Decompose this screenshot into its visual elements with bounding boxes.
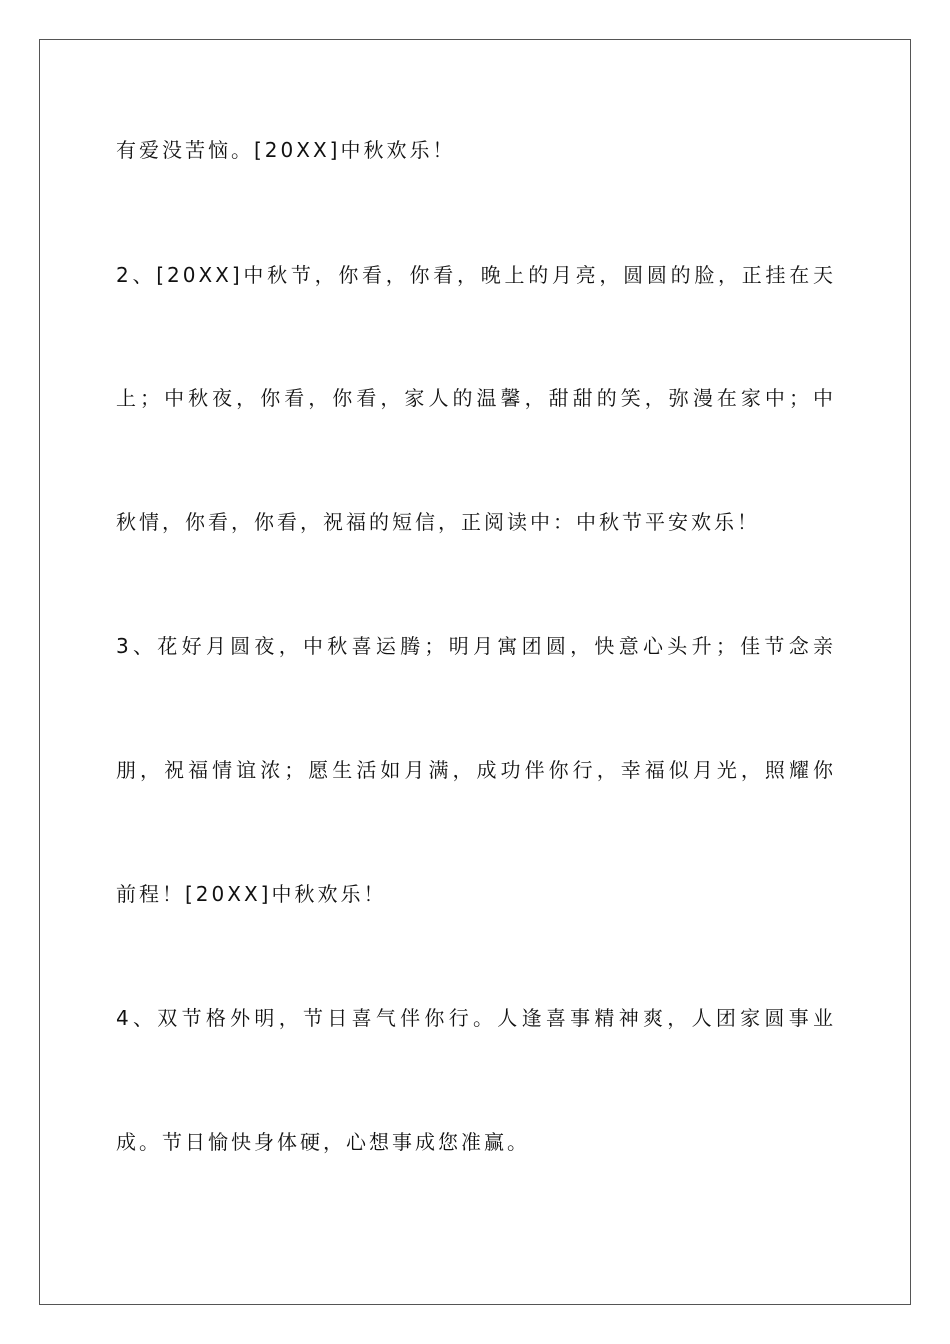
text-line-5: 3、花好月圆夜，中秋喜运腾；明月寓团圆，快意心头升；佳节念亲 <box>116 634 836 658</box>
page-frame <box>39 39 911 1305</box>
text-line-6: 朋，祝福情谊浓；愿生活如月满，成功伴你行，幸福似月光，照耀你 <box>116 758 836 782</box>
text-line-1: 有爱没苦恼。[20XX]中秋欢乐！ <box>116 138 456 162</box>
text-line-8: 4、双节格外明，节日喜气伴你行。人逢喜事精神爽，人团家圆事业 <box>116 1006 836 1030</box>
text-line-9: 成。节日愉快身体硬，心想事成您准赢。 <box>116 1130 530 1154</box>
text-line-4: 秋情，你看，你看，祝福的短信，正阅读中：中秋节平安欢乐！ <box>116 510 760 534</box>
text-line-7: 前程！[20XX]中秋欢乐！ <box>116 882 387 906</box>
text-line-2: 2、[20XX]中秋节，你看，你看，晚上的月亮，圆圆的脸，正挂在天 <box>116 263 836 287</box>
text-line-3: 上；中秋夜，你看，你看，家人的温馨，甜甜的笑，弥漫在家中；中 <box>116 386 836 410</box>
